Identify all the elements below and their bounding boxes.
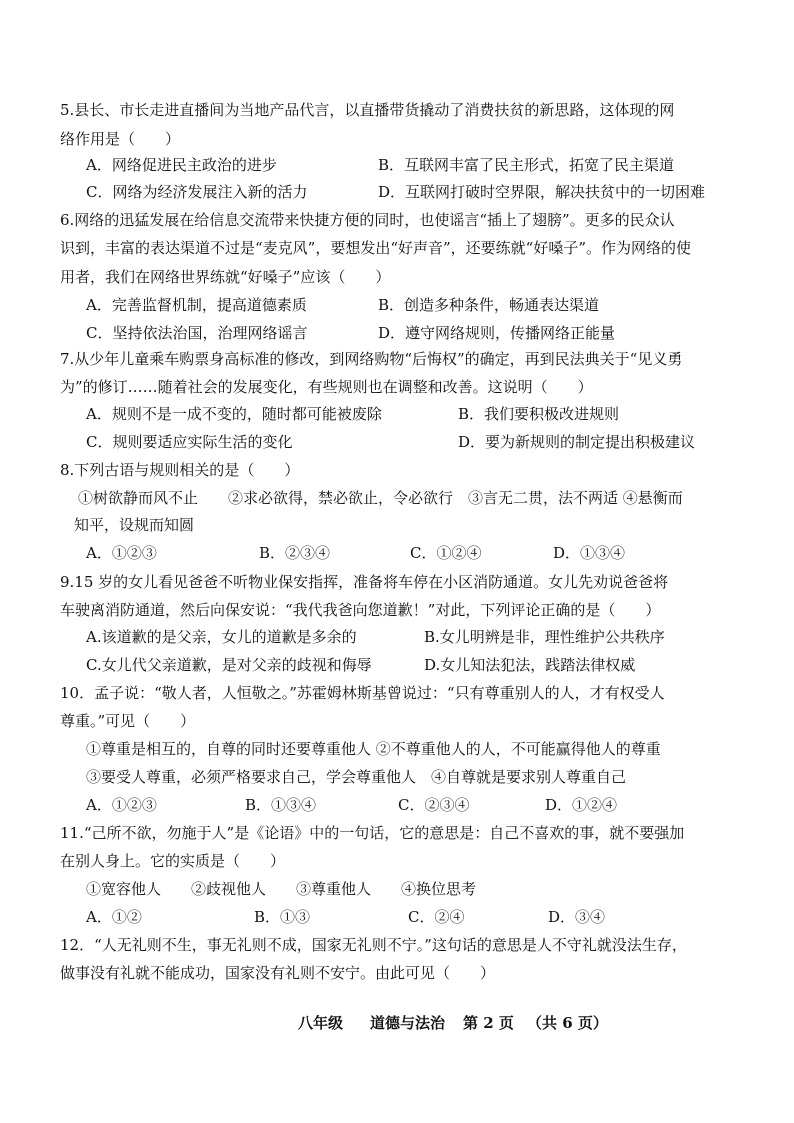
question-6-option-b: B．创造多种条件，畅通表达渠道 bbox=[378, 296, 600, 314]
question-9-line-1: 9.15 岁的女儿看见爸爸不听物业保安指挥，准备将车停在小区消防通道。女儿先劝说爸爸将 bbox=[60, 573, 669, 591]
question-11-line-3: ①宽容他人 ②歧视他人 ③尊重他人 ④换位思考 bbox=[86, 880, 477, 898]
question-12-line-2: 做事没有礼就不能成功，国家没有礼则不安宁。由此可见（ ） bbox=[60, 964, 496, 982]
question-8-option-d: D．①③④ bbox=[553, 544, 626, 562]
footer-grade: 八年级 bbox=[298, 1014, 344, 1032]
question-11-line-1: 11.“己所不欲，勿施于人”是《论语》中的一句话，它的意思是：自己不喜欢的事，就不要强加 bbox=[60, 824, 685, 842]
question-6-option-d: D．遵守网络规则，传播网络正能量 bbox=[378, 324, 616, 342]
question-7-line-1: 7.从少年儿童乘车购票身高标准的修改，到网络购物“后悔权”的确定，再到民法典关于“见义勇 bbox=[60, 350, 683, 368]
question-9-option-c: C.女儿代父亲道歉，是对父亲的歧视和侮辱 bbox=[86, 656, 372, 674]
question-10-option-c: C．②③④ bbox=[398, 796, 470, 814]
question-8-option-a: A．①②③ bbox=[86, 544, 157, 562]
question-7-option-c: C．规则要适应实际生活的变化 bbox=[86, 433, 293, 451]
question-10-option-d: D．①②④ bbox=[545, 796, 618, 814]
question-7-option-b: B．我们要积极改进规则 bbox=[458, 405, 620, 423]
question-11-line-2: 在别人身上。它的实质是（ ） bbox=[60, 852, 286, 870]
question-6-line-1: 6.网络的迅猛发展在给信息交流带来快捷方便的同时，也使谣言“插上了翅膀”。更多的民众认 bbox=[60, 211, 675, 229]
question-10-option-a: A．①②③ bbox=[86, 796, 157, 814]
question-6-line-2: 识到，丰富的表达渠道不过是“麦克风”，要想发出“好声音”，还要练就“好嗓子”。作为网络的使 bbox=[60, 239, 692, 257]
question-12-line-1: 12．“人无礼则不生，事无礼则不成，国家无礼则不宁。”这句话的意思是人不守礼就没法生存， bbox=[60, 936, 687, 954]
question-7-option-d: D．要为新规则的制定提出积极建议 bbox=[458, 433, 696, 451]
question-10-line-2: 尊重。”可见（ ） bbox=[60, 712, 196, 730]
question-5-option-c: C．网络为经济发展注入新的活力 bbox=[86, 183, 308, 201]
question-8-line-1: 8.下列古语与规则相关的是（ ） bbox=[60, 461, 300, 479]
footer-total-pages: （共 6 页） bbox=[527, 1014, 608, 1032]
question-10-line-3: ①尊重是相互的，自尊的同时还要尊重他人 ②不尊重他人的人，不可能赢得他人的尊重 bbox=[86, 740, 661, 758]
question-9-line-2: 车驶离消防通道，然后向保安说：“我代我爸向您道歉！”对此，下列评论正确的是（ ） bbox=[60, 601, 661, 619]
question-11-option-a: A．①② bbox=[86, 908, 142, 926]
footer-subject: 道德与法治 bbox=[370, 1014, 446, 1032]
question-11-option-b: B．①③ bbox=[254, 908, 311, 926]
question-7-option-a: A．规则不是一成不变的，随时都可能被废除 bbox=[86, 405, 382, 423]
question-5-line-1: 5.县长、市长走进直播间为当地产品代言，以直播带货撬动了消费扶贫的新思路，这体现的网 bbox=[60, 101, 675, 119]
question-10-option-b: B．①③④ bbox=[245, 796, 317, 814]
question-5-option-b: B．互联网丰富了民主形式，拓宽了民主渠道 bbox=[378, 156, 675, 174]
question-6-option-a: A．完善监督机制，提高道德素质 bbox=[86, 296, 307, 314]
question-10-line-1: 10．孟子说：“敬人者，人恒敬之。”苏霍姆林斯基曾说过：“只有尊重别人的人，才有权受人 bbox=[60, 684, 665, 702]
question-8-option-b: B．②③④ bbox=[259, 544, 331, 562]
question-11-option-d: D．③④ bbox=[548, 908, 606, 926]
footer-page-number: 第 2 页 bbox=[463, 1014, 514, 1032]
question-10-line-4: ③要受人尊重，必须严格要求自己，学会尊重他人 ④自尊就是要求别人尊重自己 bbox=[86, 768, 627, 786]
question-5-option-d: D．互联网打破时空界限，解决扶贫中的一切困难 bbox=[378, 183, 706, 201]
question-7-line-2: 为”的修订……随着社会的发展变化，有些规则也在调整和改善。这说明（ ） bbox=[60, 378, 593, 396]
question-6-option-c: C．坚持依法治国，治理网络谣言 bbox=[86, 324, 308, 342]
question-9-option-b: B.女儿明辨是非，理性维护公共秩序 bbox=[424, 628, 665, 646]
question-5-line-2: 络作用是（ ） bbox=[60, 130, 181, 148]
question-8-line-3: 知平，设规而知圆 bbox=[74, 516, 195, 534]
question-8-option-c: C．①②④ bbox=[410, 544, 482, 562]
question-11-option-c: C．②④ bbox=[408, 908, 465, 926]
question-9-option-a: A.该道歉的是父亲，女儿的道歉是多余的 bbox=[86, 628, 357, 646]
question-6-line-3: 用者，我们在网络世界练就“好嗓子”应该（ ） bbox=[60, 268, 391, 286]
question-5-option-a: A．网络促进民主政治的进步 bbox=[86, 156, 277, 174]
question-8-line-2: ①树欲静而风不止 ②求必欲得，禁必欲止，令必欲行 ③言无二贯，法不两适 ④悬衡而 bbox=[78, 489, 683, 507]
question-9-option-d: D.女儿知法犯法，践踏法律权威 bbox=[424, 656, 636, 674]
